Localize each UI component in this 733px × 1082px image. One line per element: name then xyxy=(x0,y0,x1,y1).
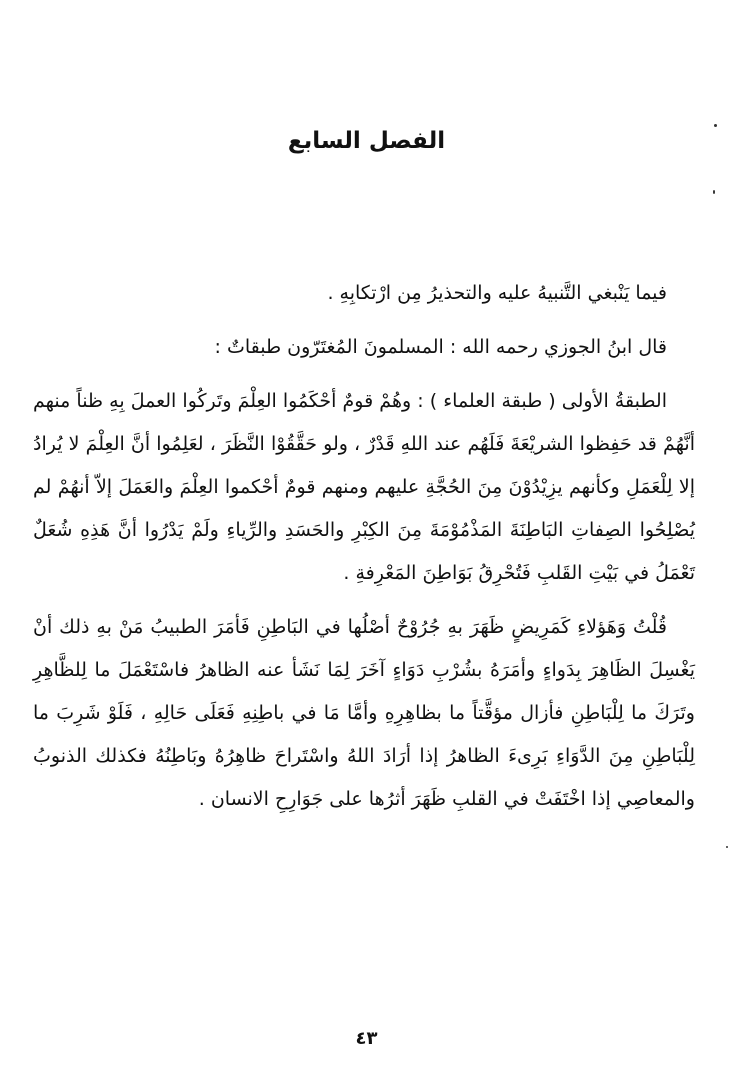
paragraph-intro xyxy=(33,272,695,315)
scan-speck xyxy=(713,190,715,194)
paragraph-commentary-text: قُلْتُ وَهَؤلاءِ كَمَرِيضٍ ظَهَرَ بهِ جُرُوْحٌ أصْلُها في البَاطِنِ فَأمَرَ الطبيبُ مَنْ بهِ ذلك أنْ يَغْسِلَ الظَاهِرَ بِدَواءٍ وأمَرَهُ بشُرْبِ دَوَاءٍ آخَرَ لِمَا نَشَأ عنه الظاهرُ فاسْتَعْمَلَ ما لِلظَّاهِرِ وتَرَكَ ما لِلْبَاطِنِ فأزال مؤقَّتاً ما بظاهِرِهِ وأمَّا مَا في باطِنِهِ فَعَلَى حَالِهِ ، فَلَوْ شَرِبَ ما لِلْبَاطِنِ مِنَ الدَّوَاءِ بَرِىءَ الظاهرُ إذا أرَادَ اللهُ واسْتَراحَ ظاهِرُهُ وبَاطِنُهُ فكذلك الذنوبُ والمعاصِي إذا اخْتَفَتْ في القلبِ ظَهَرَ أثرُها على جَوَارِحِ الانسان . xyxy=(33,616,695,810)
paragraph-ibn-jawzi-text: قال ابنُ الجوزي رحمه الله : المسلمونَ المُغتَرّون طبقاتٌ : xyxy=(214,336,667,358)
paragraph-ibn-jawzi xyxy=(33,326,695,369)
scan-speck xyxy=(714,124,717,127)
page-number: ٤٣ xyxy=(355,1028,378,1049)
chapter-title: الفصل السابع xyxy=(287,128,446,154)
paragraph-first-class-text: الطبقةُ الأولى ( طبقة العلماء ) : وهُمْ قومٌ أحْكَمُوا العِلْمَ وتَركُوا العملَ بِهِ ظناً منهم أنَّهُمْ قد حَفِظوا الشريْعَةَ فَلَهُم عند اللهِ قَدْرٌ ، ولو حَقَّقُوْا النَّظَرَ ، لعَلِمُوا أنَّ العِلْمَ لا يُرادُ إلا لِلْعَمَلِ وكأنهم يزِيْدُوْنَ مِنَ الحُجَّةِ عليهم ومنهم قومٌ أحْكموا العِلْمَ والعَمَلَ إلاّ أنهُمْ لم يُصْلِحُوا الصِفاتِ البَاطِنَةَ المَذْمُوْمَةَ مِنَ الكِبْرِ والحَسَدِ والرِّياءِ ولَمْ يَدْرُوا أنَّ هَذِهِ شُعَلٌ تَعْمَلُ في بَيْتِ القَلبِ فَتُحْرِقُ بَوَاطِنَ المَعْرِفةِ . xyxy=(33,390,695,584)
body-text xyxy=(33,272,695,832)
paragraph-intro-text: فيما يَنْبغي التَّنبيهُ عليه والتحذيرُ مِن ارْتكابِهِ . xyxy=(327,282,667,304)
scan-speck xyxy=(726,846,728,848)
paragraph-commentary xyxy=(33,606,695,821)
paragraph-first-class xyxy=(33,380,695,595)
